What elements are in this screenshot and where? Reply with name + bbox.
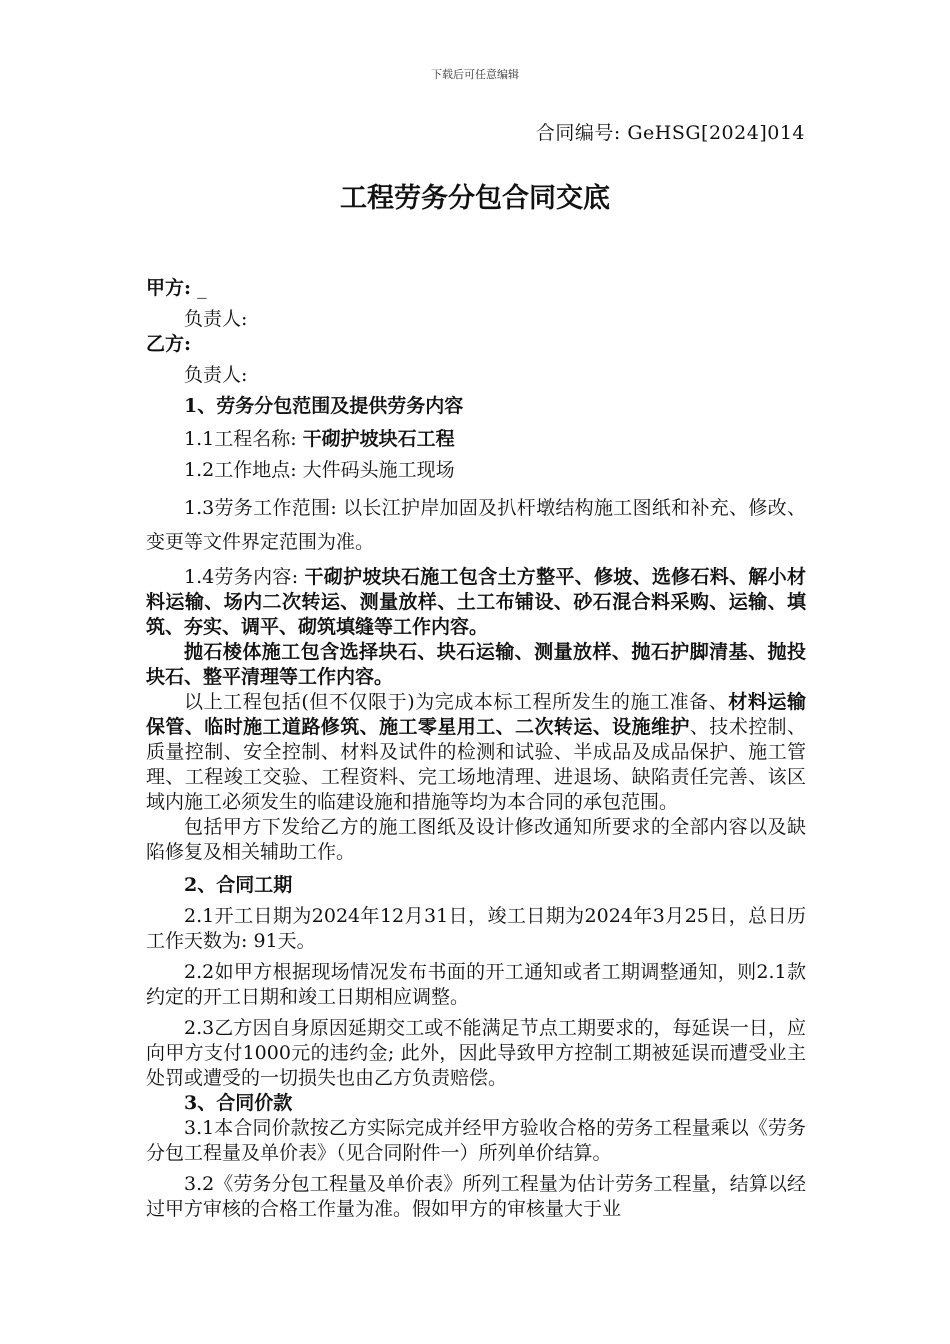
header-note: 下载后可任意编辑 — [431, 68, 519, 81]
clause-1-4-label: 1.4劳务内容: — [184, 566, 299, 588]
clause-2-3: 2.3乙方因自身原因延期交工或不能满足节点工期要求的，每延误一日，应向甲方支付1000元的违约金; 此外，因此导致甲方控制工期被延误而遭受业主处罚或遭受的一切损失也由乙方负责赔偿。 — [146, 1017, 806, 1089]
clause-1-3: 1.3劳务工作范围: 以长江护岸加固及扒杆墩结构施工图纸和补充、修改、变更等文件界定范围为准。 — [146, 497, 806, 553]
party-a-rep: 负责人: — [184, 308, 248, 330]
scope-text-b: 、技术控制、质量控制、安全控制、材料及试件的检测和试验、半成品及成品保护、施工管理、工程竣工交验、工程资料、完工场地清理、进退场、缺陷责任完善、该区域内施工必须发生的临建设施和措施等均为本合同的承包范围。 — [146, 716, 806, 813]
section-3-heading: 3、合同价款 — [184, 1092, 293, 1114]
party-a-label: 甲方: — [146, 277, 192, 299]
contract-number: 合同编号: GeHSG[2024]014 — [535, 122, 805, 144]
clause-2-2: 2.2如甲方根据现场情况发布书面的开工通知或者工期调整通知，则2.1款约定的开工日期和竣工日期相应调整。 — [146, 961, 806, 1008]
party-b-rep: 负责人: — [184, 364, 248, 386]
clause-1-1-label: 1.1工程名称: — [184, 428, 297, 450]
party-a-line — [146, 276, 806, 301]
document-body — [146, 276, 806, 1222]
party-a-value: _ — [197, 277, 207, 299]
scope-paragraph — [146, 690, 806, 815]
party-b-label: 乙方: — [146, 333, 192, 355]
riprap-paragraph: 抛石棱体施工包含选择块石、块石运输、测量放样、抛石护脚清基、抛投块石、整平清理等工作内容。 — [146, 641, 806, 688]
clause-2-1: 2.1开工日期为2024年12月31日，竣工日期为2024年3月25日，总日历工作天数为: 91天。 — [146, 905, 806, 952]
document-title: 工程劳务分包合同交底 — [340, 183, 610, 214]
clause-1-1 — [146, 427, 806, 452]
section-1-heading: 1、劳务分包范围及提供劳务内容 — [184, 395, 464, 417]
scope-text-a: 以上工程包括(但不仅限于)为完成本标工程所发生的施工准备、 — [184, 691, 729, 713]
clause-1-4-value: 干砌护坡块石施工包含土方整平、修坡、选修石料、解小材料运输、场内二次转运、测量放样、土工布铺设、砂石混合料采购、运输、填筑、夯实、调平、砌筑填缝等工作内容。 — [146, 566, 806, 638]
clause-3-2: 3.2《劳务分包工程量及单价表》所列工程量为估计劳务工程量，结算以经过甲方审核的合格工作量为准。假如甲方的审核量大于业 — [146, 1173, 806, 1220]
clause-1-2: 1.2工作地点: 大件码头施工现场 — [184, 459, 455, 481]
clause-3-1: 3.1本合同价款按乙方实际完成并经甲方验收合格的劳务工程量乘以《劳务分包工程量及单价表》（见合同附件一）所列单价结算。 — [146, 1117, 806, 1164]
clause-1-1-value: 干砌护坡块石工程 — [302, 428, 455, 450]
clause-1-4 — [146, 565, 806, 640]
section-2-heading: 2、合同工期 — [184, 874, 293, 896]
include-paragraph: 包括甲方下发给乙方的施工图纸及设计修改通知所要求的全部内容以及缺陷修复及相关辅助工作。 — [146, 816, 806, 863]
scope-text-bold: 材料运输保管、临时施工道路修筑、施工零星用工、二次转运、设施维护 — [146, 691, 806, 738]
